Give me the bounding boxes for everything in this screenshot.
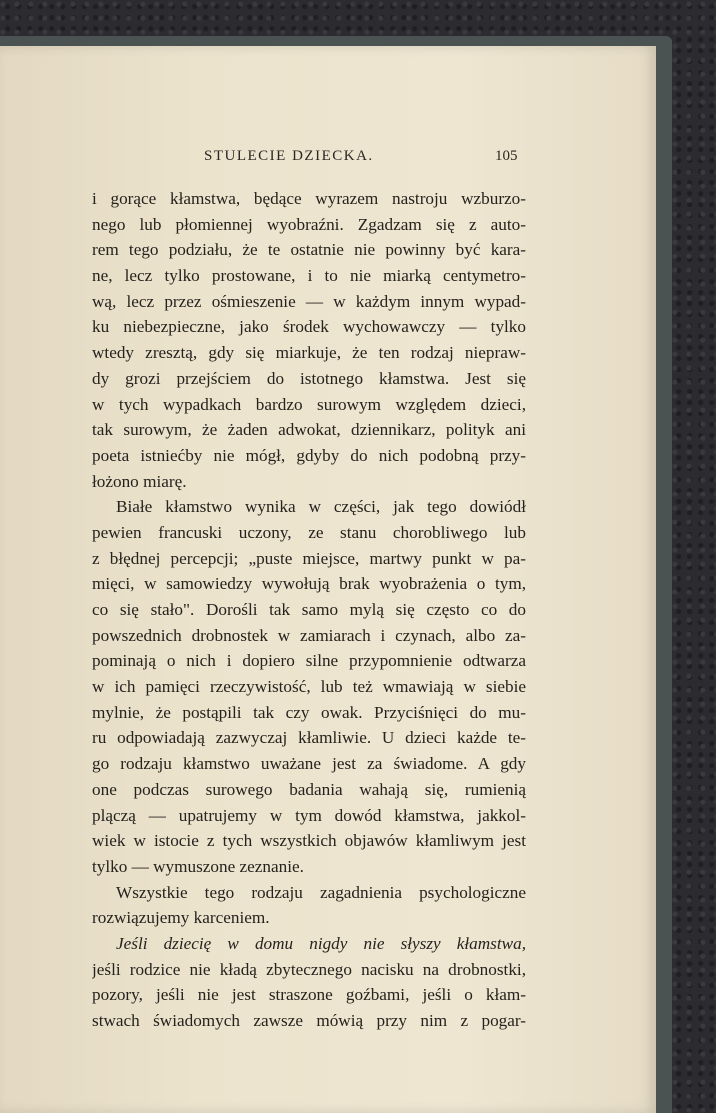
text-line: ku niebezpieczne, jako środek wychowawczy — tylko (92, 317, 526, 337)
text-line: i gorące kłamstwa, będące wyrazem nastroju wzburzo- (92, 189, 526, 208)
text-line: w ich pamięci rzeczywistość, lub też wmawiają w siebie (92, 677, 526, 697)
text-line: go rodzaju kłamstwo uważane jest za świadome. A gdy (92, 754, 526, 774)
text-line: pewien francuski uczony, ze stanu chorobliwego lub (92, 522, 526, 542)
text-line: Wszystkie tego rodzaju zagadnienia psychologiczne (116, 882, 526, 902)
text-line: pozory, jeśli nie jest straszone goźbami, jeśli o kłam- (92, 985, 526, 1005)
text-line: mylnie, że postąpili tak czy owak. Przyciśnięci do mu- (92, 702, 526, 722)
text-line: poeta istniećby nie mógł, gdyby do nich podobną przy- (92, 445, 526, 465)
page-number: 105 (495, 148, 518, 164)
text-line: one podczas surowego badania wahają się, rumienią (92, 779, 526, 799)
page-header (0, 148, 656, 172)
body-text (92, 186, 526, 1034)
text-line: z błędnej percepcji; „puste miejsce, martwy punkt w pa- (92, 548, 526, 568)
text-line: w tych wypadkach bardzo surowym względem dzieci, (92, 394, 526, 414)
text-line: wą, lecz przez ośmieszenie — w każdym innym wypad- (92, 291, 526, 311)
running-title: STULECIE DZIECKA. (204, 148, 374, 164)
text-line: rem tego podziału, że te ostatnie nie powinny być kara- (92, 240, 526, 260)
text-line: tak surowym, że żaden adwokat, dziennikarz, polityk ani (92, 420, 526, 440)
text-line: Jeśli dziecię w domu nigdy nie słyszy kłamstwa, (116, 933, 526, 953)
text-line: pominają o nich i dopiero silne przypomnienie odtwarza (92, 651, 526, 671)
text-line: ne, lecz tylko prostowane, i to nie miarką centymetro- (92, 266, 526, 286)
text-line: Białe kłamstwo wynika w części, jak tego dowiódł (116, 497, 526, 517)
text-line: plączą — upatrujemy w tym dowód kłamstwa, jakkol- (92, 805, 526, 825)
text-line: wiek w istocie z tych wszystkich objawów kłamliwym jest (92, 831, 526, 851)
text-line: łożono miarę. (92, 471, 187, 491)
text-line: nego lub płomiennej wyobraźni. Zgadzam się z auto- (92, 214, 526, 234)
text-line: jeśli rodzice nie kładą zbytecznego nacisku na drobnostki, (92, 959, 526, 979)
text-line: rozwiązujemy karceniem. (92, 908, 270, 928)
text-line: powszednich drobnostek w zamiarach i czynach, albo za- (92, 625, 526, 645)
text-line: ru odpowiadają zazwyczaj kłamliwie. U dzieci każde te- (92, 728, 526, 748)
text-line: tylko — wymuszone zeznanie. (92, 856, 304, 876)
text-line: dy grozi przejściem do istotnego kłamstwa. Jest się (92, 368, 526, 388)
text-line: mięci, w samowiedzy wywołują brak wyobrażenia o tym, (92, 574, 526, 594)
text-line: co się stało". Dorośli tak samo mylą się często co do (92, 600, 526, 619)
text-line: wtedy zresztą, gdy się miarkuje, że ten rodzaj niepraw- (92, 343, 526, 363)
text-line: stwach świadomych zawsze mówią przy nim z pogar- (92, 1011, 526, 1030)
